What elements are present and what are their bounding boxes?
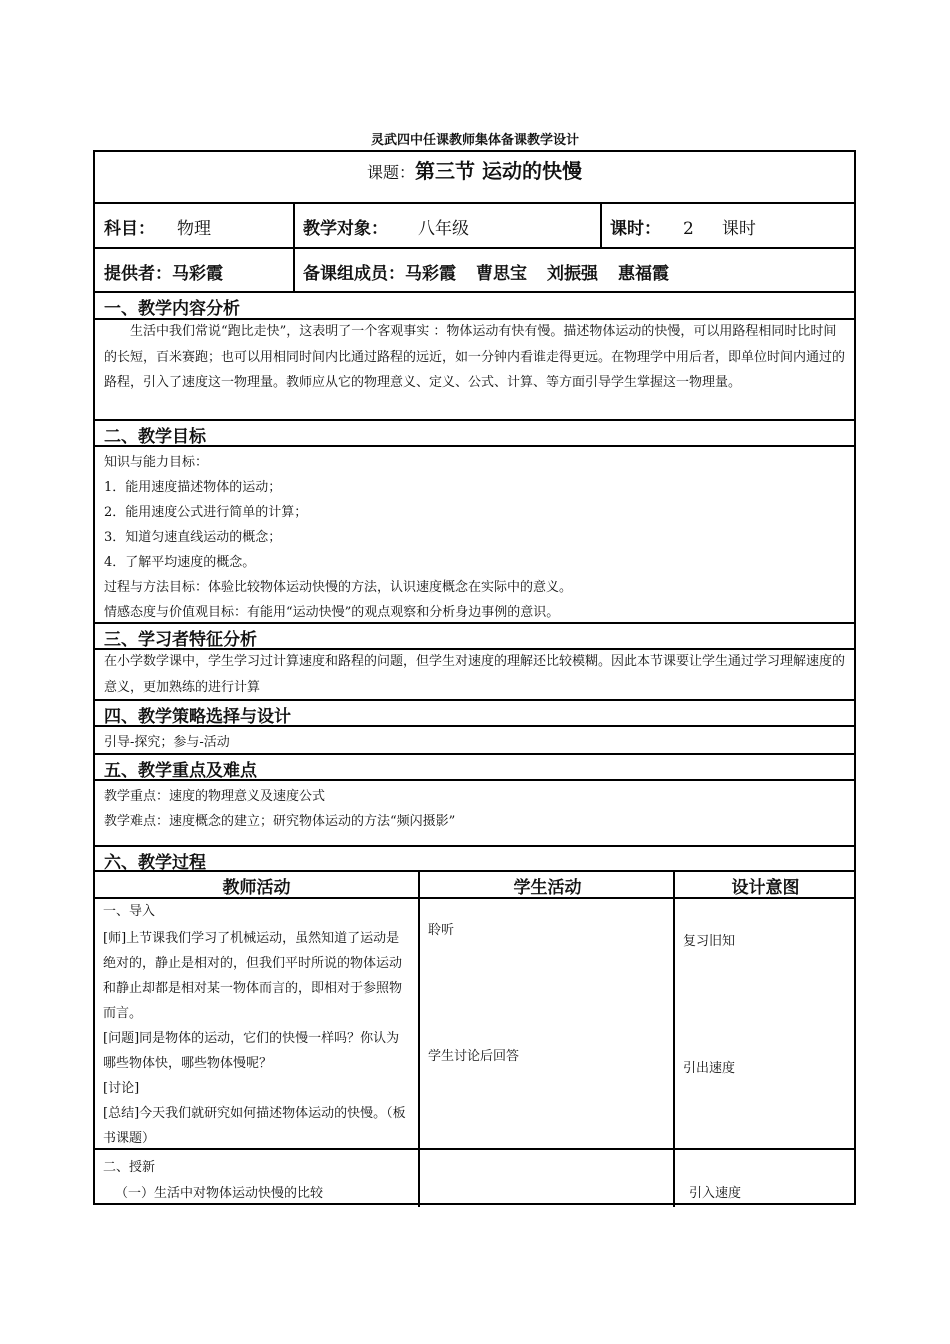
objective-line: 3．知道匀速直线运动的概念； [104,530,282,545]
divider [95,779,854,781]
divider [95,699,854,701]
strategy-text: 引导-探究；参与-活动 [104,735,230,750]
content-analysis-text: 生活中我们常说“跑比走快”，这表明了一个客观事实 ：物体运动有快有慢。描述物体运动的快慢，可以用路程相同时比时间的长短，百米赛跑；也可以用相同时间内比通过路程的远近，如一分钟内看谁走得更远。在物理学中用后者，即单位时间内通过的路程，引入了速度这一物理量。教师应从它的物理意义、定义、公式、计算、等方面引导学生掌握这一物理量。 [104,324,846,390]
key-point-line: 教学重点：速度的物理意义及速度公式 [104,789,326,804]
student-activity: 聆听 [428,923,455,938]
objective-line: 知识与能力目标： [104,455,209,470]
member-name: 曹思宝 [476,264,527,284]
divider [95,622,854,624]
section-heading: 一、教学内容分析 [104,299,240,319]
members-field [303,259,669,284]
teacher-step: 二、授新 [103,1160,156,1175]
column-header-student: 学生活动 [513,878,582,898]
teacher-activity-cell [103,899,409,1151]
subject-field [104,214,211,239]
document-title: 灵武四中任课教师集体备课教学设计 [370,133,579,148]
divider [95,753,854,755]
objective-line: 1．能用速度描述物体的运动； [104,480,282,495]
teacher-step: [师]上节课我们学习了机械运动，虽然知道了运动是绝对的，静止是相对的，但我们平时所说的物体运动和静止却都是相对某一物体而言的，即相对于参照物而言。 [103,931,403,1021]
provider-label: 提供者： [104,264,172,284]
student-activity: 学生讨论后回答 [428,1049,520,1064]
objective-line: 4．了解平均速度的概念。 [104,555,256,570]
difficulty-line: 教学难点：速度概念的建立；研究物体运动的方法“频闪摄影” [104,814,456,829]
divider [418,870,420,1207]
hours-label: 课时： [610,219,661,239]
teacher-step: （一）生活中对物体运动快慢的比较 [115,1186,324,1201]
divider [293,202,295,247]
teacher-step: [问题]同是物体的运动，它们的快慢一样吗？你认为哪些物体快，哪些物体慢呢？ [103,1031,400,1071]
audience-label: 教学对象： [303,219,388,239]
lesson-label: 课题： [367,163,416,182]
audience-field [303,214,469,239]
divider [95,725,854,727]
divider [95,419,854,421]
design-intent: 复习旧知 [683,934,736,949]
teacher-step: [总结]今天我们就研究如何描述物体运动的快慢。（板书课题） [103,1106,406,1146]
teacher-step: 一、导入 [103,904,156,919]
divider [95,247,854,249]
provider-value: 马彩霞 [172,264,223,284]
objective-line: 过程与方法目标：体验比较物体运动快慢的方法，认识速度概念在实际中的意义。 [104,580,573,595]
section-heading: 五、教学重点及难点 [104,761,257,781]
learner-analysis-text: 在小学数学课中，学生学习过计算速度和路程的问题，但学生对速度的理解还比较模糊。因此本节课要让学生通过学习理解速度的意义，更加熟练的进行计算 [104,654,846,695]
subject-label: 科目： [104,219,155,239]
teacher-step: [讨论] [103,1081,140,1096]
hours-value: 2 [683,219,694,239]
lesson-name: 第三节 运动的快慢 [415,159,582,183]
divider [95,1148,854,1150]
divider [673,870,675,1207]
objective-line: 情感态度与价值观目标：有能用“运动快慢”的观点观察和分析身边事例的意识。 [104,605,560,620]
divider [95,202,854,204]
provider-field [104,259,223,284]
section-heading: 三、学习者特征分析 [104,630,257,650]
design-intent: 引出速度 [683,1061,736,1076]
divider [95,291,854,293]
hours-unit: 课时 [721,219,756,239]
column-header-teacher: 教师活动 [222,878,291,898]
divider [293,247,295,291]
member-name: 马彩霞 [405,264,456,284]
divider [95,845,854,847]
lesson-title [95,155,854,184]
divider [600,202,602,247]
design-intent: 引入速度 [689,1186,742,1201]
member-name: 刘振强 [547,264,598,284]
hours-field [610,214,756,239]
lesson-plan-table [93,150,856,1205]
section-heading: 六、教学过程 [104,853,206,873]
members-label: 备课组成员： [303,264,405,284]
divider [95,870,854,872]
divider [95,445,854,447]
audience-value: 八年级 [418,219,469,239]
section-heading: 四、教学策略选择与设计 [104,707,291,727]
subject-value: 物理 [177,219,211,239]
column-header-intent: 设计意图 [731,878,800,898]
member-name: 惠福霞 [618,264,669,284]
section-heading: 二、教学目标 [104,427,206,447]
objective-line: 2．能用速度公式进行简单的计算； [104,505,308,520]
